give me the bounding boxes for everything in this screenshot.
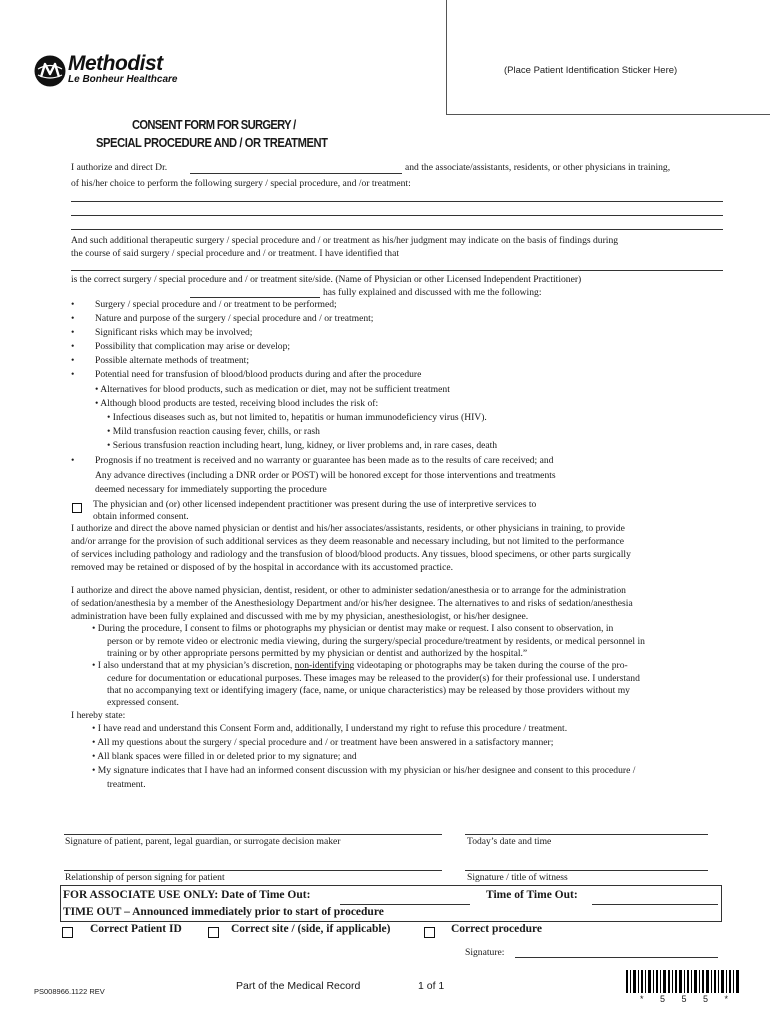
paragraph-line: of sedation/anesthesia by a member of the Anesthesiology Department and/or his/her designee. The alternatives to and risks of sedation/anesthesia (71, 598, 633, 609)
list-item: • (71, 313, 75, 324)
list-item: • I have read and understand this Consent Form and, additionally, I understand my right to refuse this procedure / treatment. (92, 723, 568, 734)
paragraph-line: • During the procedure, I consent to films or photographs my physician or dentist may make or request. I also consent to observation, in (92, 623, 614, 634)
relationship-label: Relationship of person signing for patient (65, 872, 225, 883)
form-number: PS008966.1122 REV (34, 987, 105, 996)
form-title-line-1: CONSENT FORM FOR SURGERY / (132, 117, 296, 132)
patient-signature-field[interactable] (64, 834, 442, 835)
patient-signature-label: Signature of patient, parent, legal guardian, or surrogate decision maker (65, 836, 341, 847)
date-time-label: Today’s date and time (467, 836, 552, 847)
check-patient-id-label: Correct Patient ID (90, 923, 182, 935)
list-item: Potential need for transfusion of blood/blood products during and after the procedure (95, 369, 422, 380)
associate-signature-label: Signature: (465, 947, 505, 958)
list-item: • (71, 299, 75, 310)
authorize-text-c: of his/her choice to perform the following surgery / special procedure, and /or treatment: (71, 178, 411, 189)
time-out-time-field[interactable] (592, 904, 718, 905)
list-item: • (71, 355, 75, 366)
witness-signature-label: Signature / title of witness (467, 872, 568, 883)
list-item: • Serious transfusion reaction including heart, lung, kidney, or liver problems and, in rare cases, death (107, 440, 498, 451)
list-item: Surgery / special procedure and / or treatment to be performed; (95, 299, 337, 310)
form-title-line-2: SPECIAL PROCEDURE AND / OR TREATMENT (96, 135, 328, 150)
paragraph-line: that no accompanying text or identifying imagery (face, name, or unique characteristics) may be released by those providers without my (107, 685, 630, 696)
relationship-field[interactable] (64, 870, 442, 871)
list-item: • Alternatives for blood products, such as medication or diet, may not be sufficient treatment (95, 384, 450, 395)
paragraph-line: I authorize and direct the above named physician or dentist and his/her associates/assistants, residents, or other physicians in training, to provide (71, 523, 625, 534)
authorize-text-b: and the associate/assistants, residents, or other physicians in training, (405, 162, 671, 173)
interpreter-text-2: obtain informed consent. (93, 511, 189, 522)
hereby-state-heading: I hereby state: (71, 710, 126, 721)
list-item: Prognosis if no treatment is received and no warranty or guarantee has been made as to the results of care received; and (95, 455, 554, 466)
paragraph-line: expressed consent. (107, 697, 179, 708)
paragraph-line: administration have been fully explained and discussed with me by my physician, anesthesiologist, or his/her designee. (71, 611, 529, 622)
logo-sub-text: Le Bonheur Healthcare (68, 74, 178, 85)
logo (34, 54, 194, 90)
list-item: • Mild transfusion reaction causing fever, chills, or rash (107, 426, 320, 437)
also-text-b: videotaping or photographs may be taken during the course of the pro- (354, 660, 628, 671)
associate-date-label: FOR ASSOCIATE USE ONLY: Date of Time Out: (63, 889, 311, 901)
list-item: • (71, 455, 75, 466)
list-item: treatment. (107, 779, 146, 790)
list-item: • Although blood products are tested, receiving blood includes the risk of: (95, 398, 379, 409)
list-item: Any advance directives (including a DNR order or POST) will be honored except for those interventions and treatments (95, 470, 556, 481)
logo-main-text: Methodist (68, 52, 163, 75)
paragraph-line: person or by remote video or electronic media viewing, during the surgery/special procedure/treatment by residents, or medical personnel in (107, 636, 645, 647)
check-site-label: Correct site / (side, if applicable) (231, 923, 391, 935)
page-number: 1 of 1 (418, 980, 445, 992)
practitioner-name-field[interactable] (190, 297, 320, 298)
check-procedure-label: Correct procedure (451, 923, 543, 935)
list-item: • All blank spaces were filled in or deleted prior to my signature; and (92, 751, 357, 762)
procedure-field-line-2[interactable] (71, 215, 723, 216)
associate-time-label: Time of Time Out: (486, 889, 578, 901)
associate-signature-field[interactable] (515, 957, 718, 958)
list-item: • (71, 327, 75, 338)
list-item: • My signature indicates that I have had an informed consent discussion with my physician or his/her designee and consent to this procedure / (92, 765, 636, 776)
paragraph-line: cedure for documentation or educational purposes. These images may be released to the provider(s) for their professional use. I understand (107, 673, 640, 684)
also-text-underlined: non-identifying (294, 660, 355, 671)
interpreter-text-1: The physician and (or) other licensed independent practitioner was present during the use of interpretive services to (93, 499, 537, 510)
list-item: Possibility that complication may arise or develop; (95, 341, 291, 352)
barcode-text: * 5 5 5 * (640, 994, 736, 1004)
additional-text-2: the course of said surgery / special procedure and / or treatment. I have identified that (71, 248, 400, 259)
list-item: • All my questions about the surgery / special procedure and / or treatment have been answered in a satisfactory manner; (92, 737, 554, 748)
procedure-field-line-1[interactable] (71, 201, 723, 202)
list-item: deemed necessary for immediately supporting the procedure (95, 484, 327, 495)
procedure-field-line-3[interactable] (71, 229, 723, 230)
also-text-a: • I also understand that at my physician’s discretion, (92, 660, 295, 671)
list-item: • Infectious diseases such as, but not limited to, hepatitis or human immunodeficiency virus (HIV). (107, 412, 487, 423)
list-item: • (71, 341, 75, 352)
paragraph-line: and/or arrange for the provision of such additional services as they deem reasonable and necessary including, but not limited to the performance (71, 536, 625, 547)
sticker-box (446, 0, 770, 115)
list-item: Possible alternate methods of treatment; (95, 355, 249, 366)
date-time-field[interactable] (465, 834, 708, 835)
correct-site-text: is the correct surgery / special procedure and / or treatment site/side. (Name of Physician or other Licensed Independent Practitioner) (71, 274, 582, 285)
check-site[interactable] (208, 924, 219, 942)
list-item: Significant risks which may be involved; (95, 327, 253, 338)
paragraph-line: of services including pathology and radiology and the transfusion of blood/blood products. Any tissues, blood specimens, or other parts surgically (71, 549, 631, 560)
time-out-announce: TIME OUT – Announced immediately prior to start of procedure (63, 906, 384, 918)
physician-name-field[interactable] (190, 173, 402, 174)
witness-signature-field[interactable] (465, 870, 708, 871)
paragraph-line: I authorize and direct the above named physician, dentist, resident, or other to administer sedation/anesthesia or to arrange for the administration (71, 585, 626, 596)
medical-record-label: Part of the Medical Record (236, 980, 361, 992)
time-out-date-field[interactable] (340, 904, 470, 905)
site-field[interactable] (71, 270, 723, 271)
explained-text: has fully explained and discussed with me the following: (323, 287, 542, 298)
check-patient-id[interactable] (62, 924, 73, 942)
paragraph-line: removed may be retained or disposed of by the hospital in accordance with its accustomed practice. (71, 562, 454, 573)
paragraph-line (92, 660, 628, 672)
authorize-text-a: I authorize and direct Dr. (71, 162, 168, 173)
list-item: Nature and purpose of the surgery / special procedure and / or treatment; (95, 313, 374, 324)
list-item: • (71, 369, 75, 380)
interpreter-checkbox[interactable] (72, 499, 86, 517)
methodist-emblem-icon (34, 55, 66, 87)
sticker-label: (Place Patient Identification Sticker Here) (504, 65, 678, 76)
check-procedure[interactable] (424, 924, 435, 942)
paragraph-line: training or by other appropriate persons permitted by my physician or dentist and authorized by the hospital.” (107, 648, 528, 659)
additional-text-1: And such additional therapeutic surgery / special procedure and / or treatment as his/her judgment may indicate on the basis of findings during (71, 235, 619, 246)
